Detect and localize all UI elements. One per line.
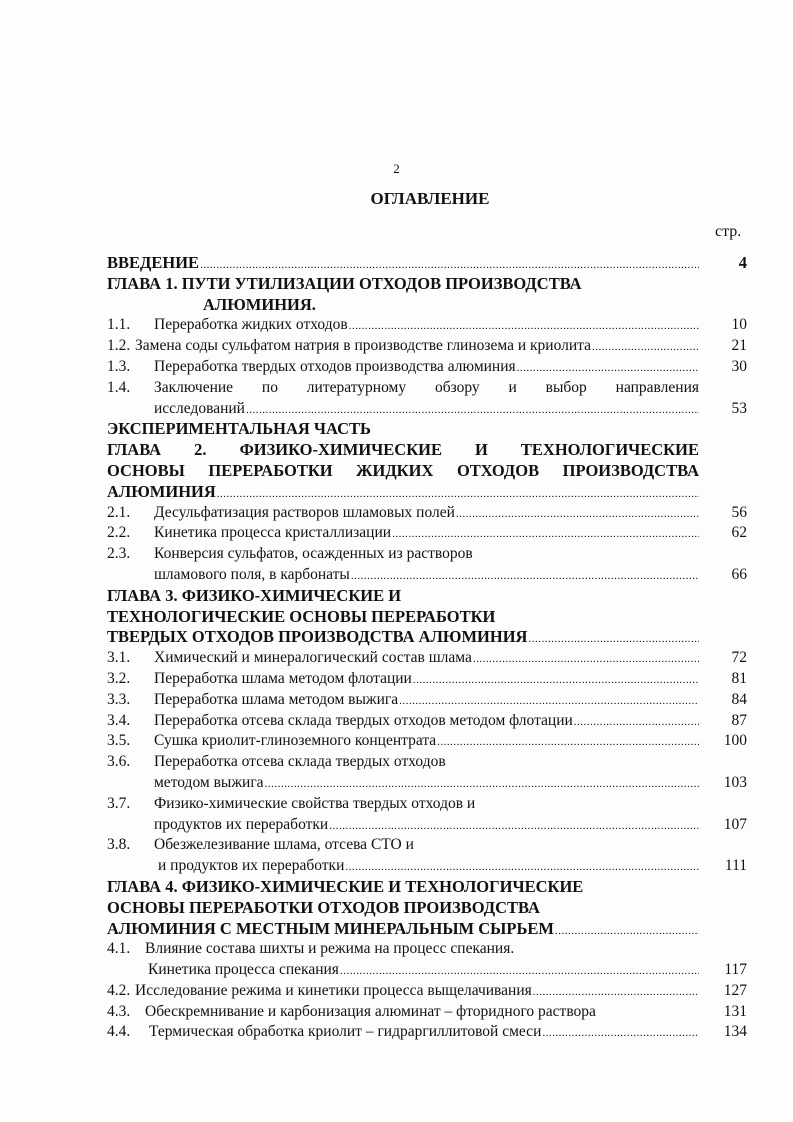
toc-entry-s4-2[interactable]	[107, 981, 747, 1002]
toc-entry-s2-1[interactable]	[107, 503, 747, 524]
toc-entry-s1-1[interactable]	[107, 315, 747, 336]
page-number: 2	[393, 161, 400, 176]
section-number: 4.1.	[107, 940, 131, 958]
section-title: исследований	[154, 399, 245, 417]
toc-entry-s3-6[interactable]	[107, 752, 747, 794]
section-title: Конверсия сульфатов, осажденных из растворов	[154, 545, 473, 563]
toc-line	[107, 482, 747, 503]
section-title: Заключение по литературному обзору и выбор направления	[154, 378, 699, 396]
dot-leader	[264, 774, 699, 795]
chapter-heading-text: ОСНОВЫ ПЕРЕРАБОТКИ ЖИДКИХ ОТХОДОВ ПРОИЗВОДСТВА	[107, 460, 699, 480]
page-ref: 100	[723, 732, 747, 750]
section-number: 1.3.	[107, 357, 131, 375]
page-column-label: стр.	[715, 223, 742, 240]
section-title: продуктов их переработки	[154, 815, 329, 833]
toc-entry-s4-1[interactable]	[107, 939, 747, 981]
toc-line	[107, 981, 747, 1002]
section-title: и продуктов их переработки	[158, 857, 345, 875]
dot-leader	[591, 337, 699, 358]
section-number: 3.6.	[107, 753, 131, 771]
page-ref: 10	[731, 316, 747, 334]
dot-leader	[554, 921, 699, 942]
section-title: Термическая обработка криолит – гидраргиллитовой смеси	[149, 1023, 542, 1041]
chapter-heading-text: ГЛАВА 2. ФИЗИКО-ХИМИЧЕСКИЕ И ТЕХНОЛОГИЧЕСКИЕ	[107, 440, 699, 460]
section-title: Переработка отсева склада твердых отходов	[154, 753, 446, 771]
toc-line	[107, 939, 747, 960]
section-title: Переработка шлама методом выжига	[154, 690, 399, 708]
dot-leader	[245, 400, 699, 421]
toc-line	[107, 773, 747, 794]
dot-leader	[339, 961, 699, 982]
dot-leader	[350, 566, 699, 587]
toc-entry-exp[interactable]	[107, 419, 747, 440]
page-ref: 87	[731, 711, 747, 729]
section-title: Десульфатизация растворов шламовых полей	[154, 503, 455, 521]
section-number: 4.2.	[107, 981, 131, 999]
toc-entry-ch4[interactable]	[107, 877, 747, 939]
toc-entry-s4-4[interactable]	[107, 1022, 747, 1043]
toc-entry-s2-2[interactable]	[107, 523, 747, 544]
toc-line	[107, 815, 747, 836]
section-title: методом выжига	[154, 773, 264, 791]
toc-entry-s3-2[interactable]	[107, 669, 747, 690]
dot-leader	[348, 316, 699, 337]
toc-line	[107, 648, 747, 669]
toc-line	[107, 898, 747, 919]
toc-line	[107, 1002, 747, 1023]
page-ref: 4	[738, 253, 747, 272]
dot-leader	[516, 358, 699, 379]
toc-entry-s3-7[interactable]	[107, 794, 747, 836]
page-ref: 131	[723, 1002, 747, 1020]
toc-entry-s3-4[interactable]	[107, 711, 747, 732]
section-number: 2.2.	[107, 524, 131, 542]
chapter-heading-text: ТВЕРДЫХ ОТХОДОВ ПРОИЗВОДСТВА АЛЮМИНИЯ	[107, 627, 528, 647]
toc-entry-s1-3[interactable]	[107, 357, 747, 378]
section-number: 2.1.	[107, 503, 131, 521]
toc-line	[107, 856, 747, 877]
dot-leader	[199, 255, 699, 276]
chapter-heading-text: ГЛАВА 3. ФИЗИКО-ХИМИЧЕСКИЕ И	[107, 585, 402, 605]
toc-line	[107, 752, 747, 773]
chapter-heading-text: АЛЮМИНИЯ С МЕСТНЫМ МИНЕРАЛЬНЫМ СЫРЬЕМ	[107, 918, 554, 938]
page-ref: 21	[731, 337, 747, 355]
chapter-heading-text: ГЛАВА 4. ФИЗИКО-ХИМИЧЕСКИЕ И ТЕХНОЛОГИЧЕСКИЕ	[107, 876, 584, 896]
dot-leader	[541, 1023, 699, 1044]
section-title: Кинетика процесса спекания	[148, 961, 339, 979]
dot-leader	[472, 649, 699, 670]
toc-entry-s3-8[interactable]	[107, 835, 747, 877]
toc-line	[107, 399, 747, 420]
chapter-heading-text: ГЛАВА 1. ПУТИ УТИЛИЗАЦИИ ОТХОДОВ ПРОИЗВОДСТВА	[107, 273, 582, 293]
page-ref: 62	[731, 524, 747, 542]
section-title: Переработка твердых отходов производства алюминия	[154, 357, 516, 375]
toc-line	[107, 253, 747, 274]
toc-line	[107, 461, 747, 482]
section-number: 1.2.	[107, 337, 131, 355]
dot-leader	[412, 670, 699, 691]
page-ref: 72	[731, 649, 747, 667]
dot-leader	[455, 504, 699, 525]
section-number: 1.1.	[107, 316, 131, 334]
dot-leader	[328, 816, 699, 837]
page-ref: 30	[731, 357, 747, 375]
toc-line	[107, 295, 747, 316]
dot-leader	[344, 857, 699, 878]
section-number: 4.3.	[107, 1002, 131, 1020]
toc-entry-s3-3[interactable]	[107, 690, 747, 711]
toc-line	[107, 960, 747, 981]
toc-line	[107, 835, 747, 856]
toc-line	[107, 607, 747, 628]
chapter-heading-text: ВВЕДЕНИЕ	[107, 253, 200, 272]
section-title: Исследование режима и кинетики процесса выщелачивания	[135, 981, 532, 999]
table-of-contents	[107, 253, 747, 1043]
toc-entry-s1-4[interactable]	[107, 378, 747, 420]
toc-line	[107, 336, 747, 357]
toc-line	[107, 731, 747, 752]
toc-line	[107, 586, 747, 607]
section-number: 3.3.	[107, 690, 131, 708]
dot-leader	[436, 732, 699, 753]
section-number: 3.1.	[107, 649, 131, 667]
page-ref: 53	[731, 399, 747, 417]
chapter-heading-text: ЭКСПЕРИМЕНТАЛЬНАЯ ЧАСТЬ	[107, 419, 371, 439]
toc-line	[107, 274, 747, 295]
section-title: Обезжелезивание шлама, отсева СТО и	[154, 836, 414, 854]
page-ref: 56	[731, 503, 747, 521]
dot-leader	[391, 524, 699, 545]
section-title: Переработка шлама методом флотации	[154, 669, 412, 687]
toc-line	[107, 503, 747, 524]
toc-line	[107, 690, 747, 711]
section-number: 3.8.	[107, 836, 131, 854]
toc-line	[107, 1022, 747, 1043]
section-number: 3.5.	[107, 732, 131, 750]
toc-line	[107, 669, 747, 690]
toc-line	[107, 523, 747, 544]
toc-entry-intro[interactable]	[107, 253, 747, 274]
page-ref: 127	[723, 981, 747, 999]
page-ref: 66	[731, 565, 747, 583]
page-ref: 103	[723, 773, 747, 791]
toc-entry-ch1[interactable]	[107, 274, 747, 316]
dot-leader	[532, 982, 699, 1003]
toc-line	[107, 565, 747, 586]
toc-line	[107, 419, 747, 440]
chapter-heading-text: АЛЮМИНИЯ.	[203, 294, 316, 314]
page-ref: 117	[724, 961, 747, 979]
section-number: 1.4.	[107, 378, 131, 396]
section-number: 3.7.	[107, 794, 131, 812]
toc-line	[107, 440, 747, 461]
page-ref: 107	[723, 815, 747, 833]
section-title: Переработка отсева склада твердых отходов методом флотации	[154, 711, 573, 729]
toc-entry-s2-3[interactable]	[107, 544, 747, 586]
section-title: Физико-химические свойства твердых отходов и	[154, 794, 476, 812]
toc-entry-s1-2[interactable]	[107, 336, 747, 357]
toc-entry-ch3[interactable]	[107, 586, 747, 648]
page-ref: 111	[724, 857, 747, 875]
section-title: Влияние состава шихты и режима на процесс спекания.	[145, 940, 515, 958]
page-ref: 81	[731, 669, 747, 687]
section-title: Замена соды сульфатом натрия в производстве глинозема и криолита	[135, 337, 592, 355]
chapter-heading-text: ОСНОВЫ ПЕРЕРАБОТКИ ОТХОДОВ ПРОИЗВОДСТВА	[107, 897, 540, 917]
dot-leader	[573, 712, 699, 733]
toc-line	[107, 711, 747, 732]
dot-leader	[398, 691, 699, 712]
chapter-heading-text: АЛЮМИНИЯ	[107, 481, 216, 501]
section-title: Кинетика процесса кристаллизации	[154, 524, 392, 542]
section-title: Переработка жидких отходов	[154, 316, 348, 334]
section-number: 3.2.	[107, 669, 131, 687]
chapter-heading-text: ТЕХНОЛОГИЧЕСКИЕ ОСНОВЫ ПЕРЕРАБОТКИ	[107, 606, 496, 626]
section-title: Сушка криолит-глиноземного концентрата	[154, 732, 437, 750]
toc-line	[107, 794, 747, 815]
section-number: 2.3.	[107, 545, 131, 563]
toc-entry-ch2[interactable]	[107, 440, 747, 502]
toc-line	[107, 315, 747, 336]
page-ref: 84	[731, 690, 747, 708]
section-number: 4.4.	[107, 1023, 131, 1041]
toc-line	[107, 919, 747, 940]
page-ref: 134	[723, 1023, 747, 1041]
page-title: ОГЛАВЛЕНИЕ	[370, 189, 490, 208]
toc-entry-s4-3[interactable]	[107, 1002, 747, 1023]
dot-leader	[527, 629, 699, 650]
toc-line	[107, 357, 747, 378]
toc-line	[107, 378, 747, 399]
toc-entry-s3-5[interactable]	[107, 731, 747, 752]
dot-leader	[216, 484, 699, 505]
toc-entry-s3-1[interactable]	[107, 648, 747, 669]
toc-line	[107, 544, 747, 565]
toc-line	[107, 877, 747, 898]
toc-line	[107, 627, 747, 648]
section-title: Химический и минералогический состав шлама	[154, 649, 472, 667]
section-title: Обескремнивание и карбонизация алюминат – фторидного раствора	[145, 1002, 596, 1020]
section-number: 3.4.	[107, 711, 131, 729]
section-title: шламового поля, в карбонаты	[154, 565, 350, 583]
